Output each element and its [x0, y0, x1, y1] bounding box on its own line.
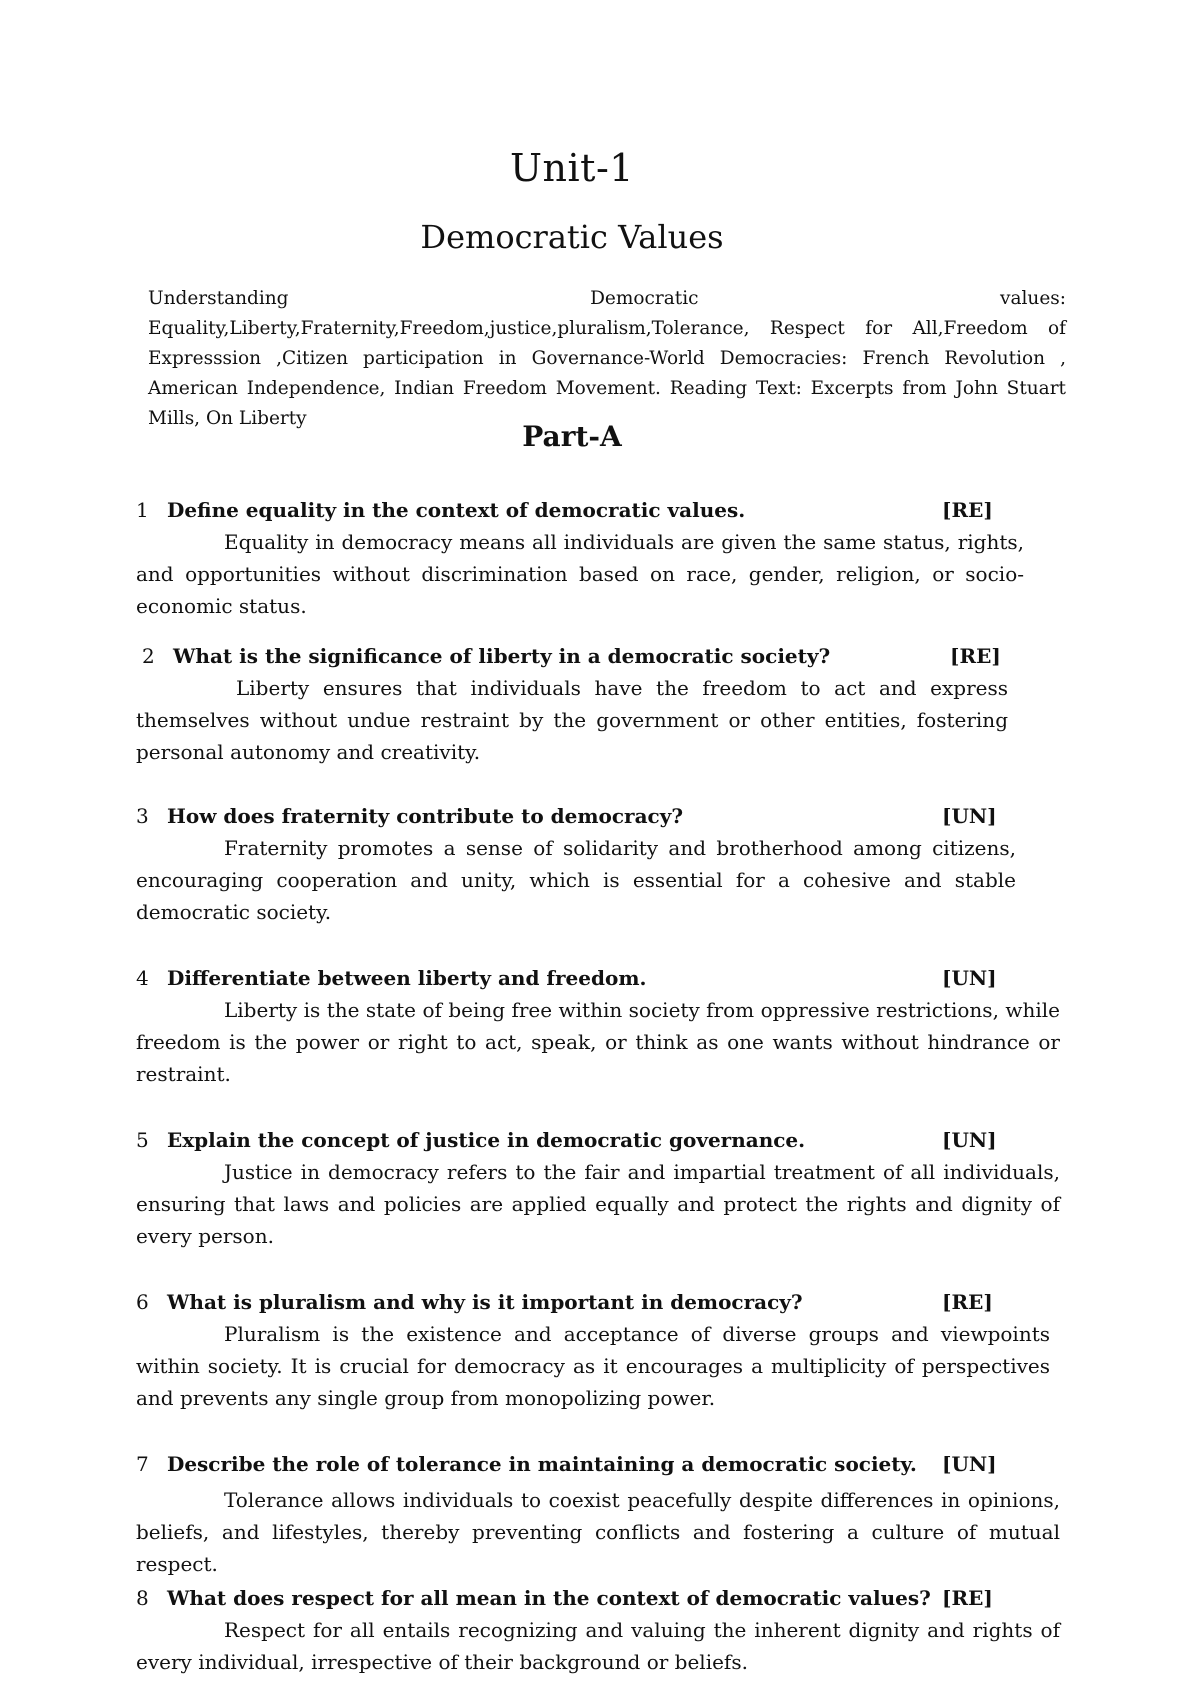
answer-text: Fraternity promotes a sense of solidarity and brotherhood among citizens, encouraging cooperation and unity, which is essential for a cohesive and stable democratic society.	[136, 836, 1016, 924]
question-tag: [RE]	[950, 644, 1001, 668]
question-number: 5	[136, 1128, 149, 1152]
question-tag: [UN]	[942, 1128, 997, 1152]
question-number: 3	[136, 804, 149, 828]
question-block-5	[136, 1124, 1060, 1252]
unit-title: Unit-1	[510, 146, 634, 190]
question-line	[136, 1124, 1060, 1156]
question-text: Define equality in the context of democratic values.	[166, 498, 746, 522]
question-line	[136, 494, 1024, 526]
question-block-7	[136, 1448, 1060, 1580]
question-line	[136, 1448, 1060, 1480]
answer-text: Liberty ensures that individuals have the freedom to act and express themselves without undue restraint by the government or other entities, fostering personal autonomy and creativity.	[136, 676, 1008, 764]
question-line	[136, 962, 1060, 994]
question-tag: [RE]	[942, 498, 993, 522]
question-number: 7	[136, 1452, 149, 1476]
question-number: 1	[136, 498, 149, 522]
question-tag: [RE]	[942, 1290, 993, 1314]
subject-title: Democratic Values	[420, 218, 724, 256]
question-block-2	[136, 640, 1008, 768]
question-text: What is the significance of liberty in a democratic society?	[172, 644, 831, 668]
question-text: What does respect for all mean in the context of democratic values?	[166, 1586, 931, 1610]
question-number: 4	[136, 966, 149, 990]
answer-text: Pluralism is the existence and acceptance of diverse groups and viewpoints within society. It is crucial for democracy as it encourages a multiplicity of perspectives and prevents any single group from monopolizing power.	[136, 1322, 1050, 1410]
question-block-8	[136, 1582, 1060, 1678]
answer-text: Liberty is the state of being free within society from oppressive restrictions, while freedom is the power or right to act, speak, or think as one wants without hindrance or restraint.	[136, 998, 1060, 1086]
question-tag: [UN]	[942, 1452, 997, 1476]
question-tag: [UN]	[942, 966, 997, 990]
question-tag: [RE]	[942, 1586, 993, 1610]
question-text: How does fraternity contribute to democracy?	[166, 804, 684, 828]
question-text: Describe the role of tolerance in maintaining a democratic society.	[166, 1452, 917, 1476]
question-block-1	[136, 494, 1024, 622]
question-block-4	[136, 962, 1060, 1090]
part-title: Part-A	[522, 420, 622, 453]
answer-text: Tolerance allows individuals to coexist peacefully despite differences in opinions, beliefs, and lifestyles, thereby preventing conflicts and fostering a culture of mutual respect.	[136, 1488, 1060, 1576]
question-text: Explain the concept of justice in democratic governance.	[166, 1128, 806, 1152]
answer-text: Equality in democracy means all individuals are given the same status, rights, and opportunities without discrimination based on race, gender, religion, or socio-economic status.	[136, 530, 1024, 618]
question-number: 8	[136, 1586, 149, 1610]
question-text: Differentiate between liberty and freedom.	[166, 966, 647, 990]
question-line	[142, 640, 1008, 672]
question-line	[136, 1582, 1060, 1614]
question-tag: [UN]	[942, 804, 997, 828]
question-text: What is pluralism and why is it important in democracy?	[166, 1290, 803, 1314]
question-line	[136, 800, 1016, 832]
question-number: 6	[136, 1290, 149, 1314]
question-block-3	[136, 800, 1016, 928]
question-line	[136, 1286, 1050, 1318]
question-block-6	[136, 1286, 1050, 1414]
syllabus-paragraph: Understanding Democratic values: Equality,Liberty,Fraternity,Freedom,justice,pluralism,Tolerance, Respect for All,Freedom of Expresssion ,Citizen participation in Governance-World Democracies: French Revolution , American Independence, Indian Freedom Movement. Reading Text: Excerpts from John Stuart Mills, On Liberty	[148, 288, 1066, 429]
answer-text: Respect for all entails recognizing and valuing the inherent dignity and rights of every individual, irrespective of their background or beliefs.	[136, 1618, 1060, 1674]
question-number: 2	[142, 644, 155, 668]
answer-text: Justice in democracy refers to the fair and impartial treatment of all individuals, ensuring that laws and policies are applied equally and protect the rights and dignity of every person.	[136, 1160, 1060, 1248]
